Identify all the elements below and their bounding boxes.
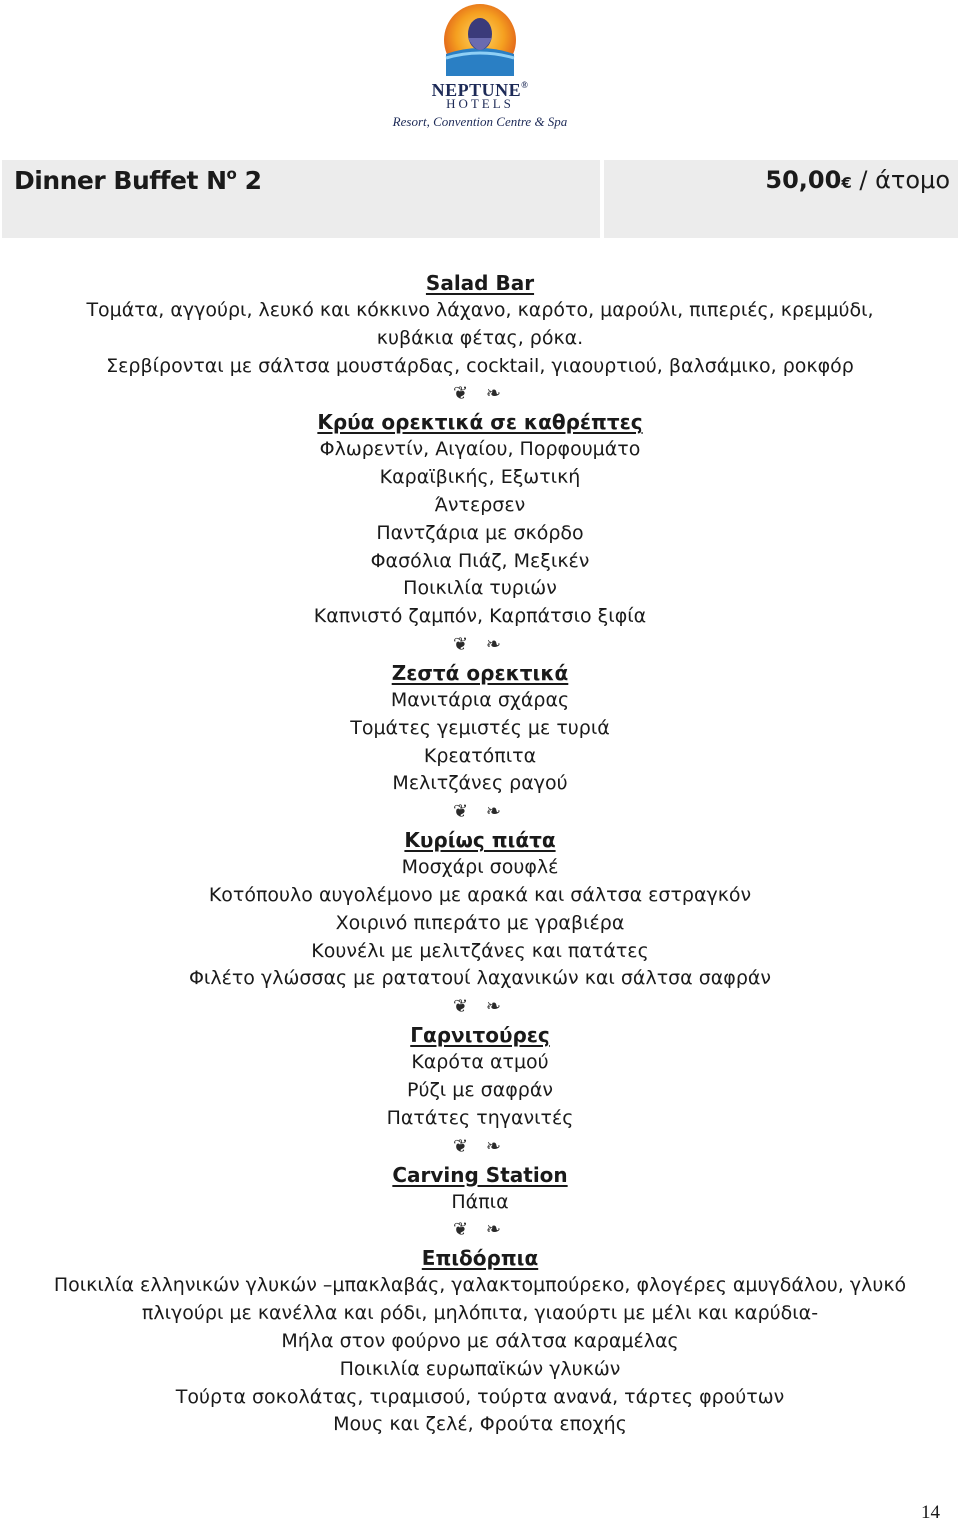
menu-item: Παντζάρια με σκόρδο (376, 521, 584, 544)
menu-header-bar (2, 160, 958, 238)
menu-item: Άντερσεν (434, 493, 526, 516)
menu-section-salad (0, 269, 960, 380)
brand-tagline: Resort, Convention Centre & Spa (392, 114, 568, 129)
menu-section-carving (0, 1161, 960, 1217)
menu-item: Μελιτζάνες ραγού (392, 772, 568, 795)
menu-item: Πατάτες τηγανιτές (386, 1106, 574, 1129)
ornament-divider-icon: ❦ ❧ (453, 801, 507, 823)
menu-item: κυβάκια φέτας, ρόκα. (376, 326, 584, 349)
menu-item: Φιλέτο γλώσσας με ρατατουί λαχανικών και σάλτσα σαφράν (188, 967, 772, 990)
menu-item: Τομάτα, αγγούρι, λευκό και κόκκινο λάχανο, καρότο, μαρούλι, πιπεριές, κρεμμύδι, (86, 299, 874, 321)
menu-item: Καραϊβικής, Εξωτική (379, 466, 581, 489)
menu-section-sides (0, 1021, 960, 1132)
menu-section-main (0, 826, 960, 993)
section-heading: Salad Bar (425, 271, 535, 295)
menu-item: Πάπια (451, 1190, 509, 1213)
section-heading: Κρύα ορεκτικά σε καθρέπτες (317, 410, 643, 435)
menu-item: Κουνέλι με μελιτζάνες και πατάτες (311, 939, 649, 962)
header-price-cell (604, 160, 958, 238)
menu-item: Ποικιλία τυριών (403, 577, 557, 600)
menu-item: πλιγούρι με κανέλλα και ρόδι, μηλόπιτα, γιαούρτι με μέλι και καρύδια- (141, 1302, 819, 1325)
menu-item: Μους και ζελέ, Φρούτα εποχής (333, 1413, 627, 1436)
neptune-emblem-icon (380, 2, 580, 82)
menu-price: 50,00€ / άτομο (765, 166, 950, 194)
page-number: 14 (921, 1502, 940, 1523)
menu-section-cold (0, 408, 960, 631)
ornament-divider-icon: ❦ ❧ (453, 1135, 507, 1157)
section-heading: Κυρίως πιάτα (404, 828, 556, 853)
menu-item: Καρότα ατμού (411, 1051, 549, 1074)
menu-item: Μήλα στον φούρνο με σάλτσα καραμέλας (281, 1329, 679, 1352)
menu-item: Σερβίρονται με σάλτσα μουστάρδας, cocktail, γιαουρτιού, βαλσάμικο, ροκφόρ (106, 354, 854, 377)
section-heading: Ζεστά ορεκτικά (391, 660, 569, 685)
ornament-divider-icon: ❦ ❧ (453, 1219, 507, 1241)
menu-item: Ρύζι με σαφράν (407, 1078, 553, 1101)
menu-item: Καπνιστό ζαμπόν, Καρπάτσιο ξιφία (313, 605, 647, 628)
menu-item: Κοτόπουλο αυγολέμονο με αρακά και σάλτσα εστραγκόν (208, 883, 752, 906)
menu-section-hot (0, 659, 960, 798)
section-heading: Γαρνιτούρες (410, 1023, 550, 1048)
brand-subtitle: HOTELS (446, 96, 514, 111)
menu-section-desserts (0, 1244, 960, 1439)
menu-item: Μοσχάρι σουφλέ (401, 856, 559, 879)
menu-item: Ποικιλία ελληνικών γλυκών –μπακλαβάς, γαλακτομπούρεκο, φλογέρες αμυγδάλου, γλυκό (53, 1274, 907, 1297)
menu-body (0, 269, 960, 1439)
brand-name: NEPTUNE® (431, 80, 529, 100)
menu-item: Τομάτες γεμιστές με τυριά (350, 716, 610, 739)
menu-item: Ποικιλία ευρωπαϊκών γλυκών (339, 1357, 621, 1380)
ornament-divider-icon: ❦ ❧ (453, 996, 507, 1018)
menu-item: Μανιτάρια σχάρας (390, 688, 570, 711)
menu-item: Φλωρεντίν, Αιγαίου, Πορφουμάτο (319, 438, 641, 461)
header-title-cell (2, 160, 600, 238)
ornament-divider-icon: ❦ ❧ (453, 633, 507, 655)
menu-item: Φασόλια Πιάζ, Μεξικέν (370, 549, 590, 572)
menu-item: Κρεατόπιτα (423, 744, 537, 767)
menu-item: Χοιρινό πιπεράτο με γραβιέρα (335, 911, 625, 934)
ornament-divider-icon: ❦ ❧ (453, 383, 507, 405)
menu-item: Τούρτα σοκολάτας, τιραμισού, τούρτα ανανά, τάρτες φρούτων (175, 1385, 785, 1408)
section-heading: Επιδόρπια (421, 1246, 539, 1271)
menu-title: Dinner Buffet $N^o$ 2 (14, 165, 262, 195)
section-heading: Carving Station (392, 1162, 568, 1187)
